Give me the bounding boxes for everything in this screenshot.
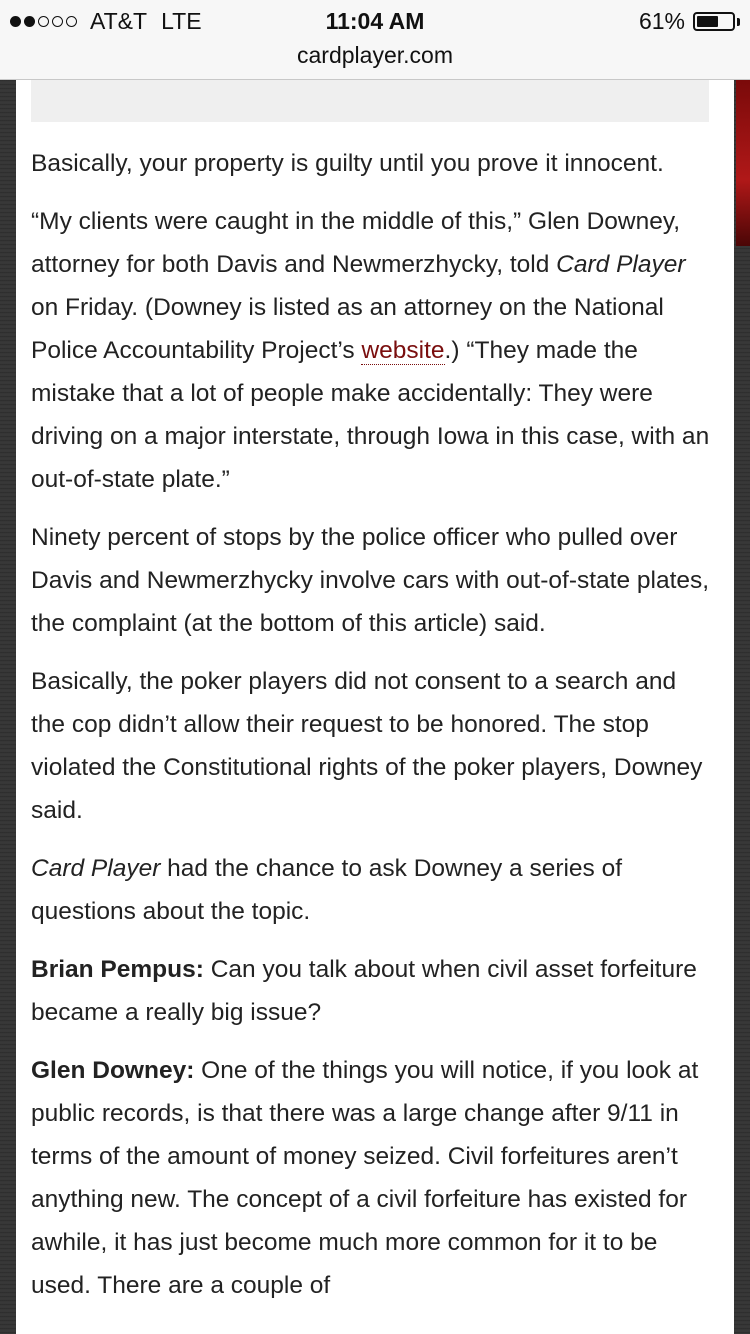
page-background-right [734, 80, 750, 1334]
article-body [31, 142, 716, 1322]
interview-question [31, 948, 716, 1034]
browser-top-bar [0, 0, 750, 80]
publication-name: Card Player [31, 855, 161, 882]
battery-percent: 61% [638, 8, 685, 34]
address-bar-url[interactable]: cardplayer.com [297, 42, 453, 68]
paragraph [31, 847, 716, 933]
paragraph-text: Basically, the poker players did not consent to a search and the cop didn’t allow their request to be honored. The stop violated the Constitutional rights of the poker players, Downey said. [31, 668, 703, 824]
ad-placeholder [31, 80, 709, 122]
battery-tip-icon [737, 18, 740, 26]
article-content [16, 80, 734, 1334]
paragraph-text: Ninety percent of stops by the police officer who pulled over Davis and Newmerzhycky involve cars with out-of-state plates, the complaint (at the bottom of this article) said. [31, 524, 710, 637]
carrier-name: AT&T [90, 8, 148, 34]
paragraph [31, 200, 716, 501]
website-link[interactable]: website [361, 337, 445, 364]
interview-answer [31, 1049, 716, 1307]
paragraph-text: had the chance to ask Downey a series of questions about the topic. [31, 855, 623, 925]
paragraph-text: One of the things you will notice, if you look at public records, is that there was a large change after 9/11 in terms of the amount of money seized. Civil forfeitures aren’t anything new. The concept of a civil forfeiture has existed for awhile, it has just become much more common for it to be used. There are a couple of [31, 1057, 699, 1299]
speaker-name: Brian Pempus: [31, 956, 204, 983]
battery-fill [697, 16, 718, 27]
paragraph-text: “My clients were caught in the middle of this,” Glen Downey, attorney for both Davis and Newmerzhycky, told [31, 208, 681, 278]
paragraph [31, 660, 716, 832]
paragraph-text: Can you talk about when civil asset forfeiture became a really big issue? [31, 956, 697, 1026]
paragraph [31, 142, 716, 185]
paragraph-text: Basically, your property is guilty until you prove it innocent. [31, 150, 664, 177]
page-background-left [0, 80, 16, 1334]
speaker-name: Glen Downey: [31, 1057, 195, 1084]
battery-icon [693, 12, 735, 31]
site-accent-graphic [736, 80, 750, 246]
paragraph-text: .) “They made the mistake that a lot of people make accidentally: They were driving on a major interstate, through Iowa in this case, with an out-of-state plate.” [31, 337, 710, 493]
network-type: LTE [161, 8, 202, 34]
paragraph [31, 516, 716, 645]
status-bar-right [639, 8, 740, 35]
publication-name: Card Player [556, 251, 686, 278]
status-time: 11:04 AM [325, 8, 425, 34]
paragraph-text: on Friday. (Downey is listed as an attorney on the National Police Accountability Project’s [31, 294, 664, 364]
